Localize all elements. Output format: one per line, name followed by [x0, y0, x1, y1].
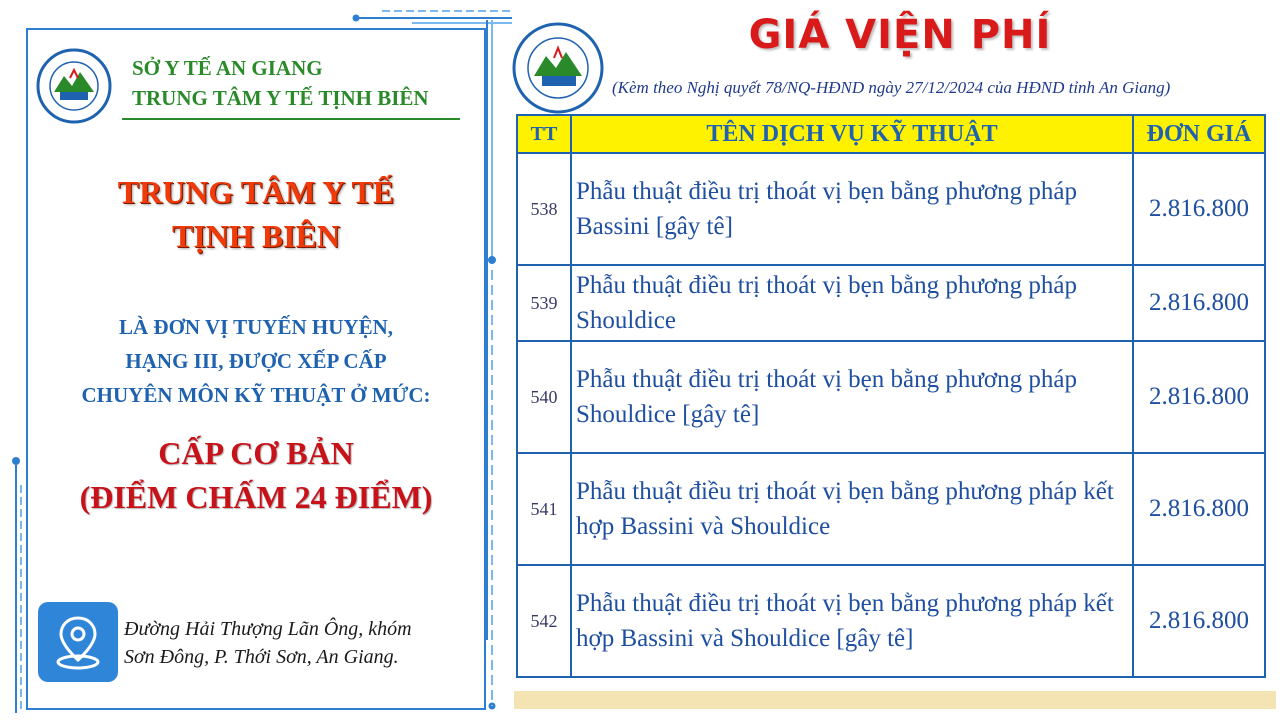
row-service-name: Phẫu thuật điều trị thoát vị bẹn bằng phương pháp Shouldice [gây tê]	[571, 341, 1133, 453]
level-score: (ĐIỂM CHẤM 24 ĐIỂM)	[79, 479, 433, 515]
center-title-line2: TỊNH BIÊN	[171, 218, 341, 254]
hospital-info-panel	[26, 28, 486, 710]
header-price: ĐƠN GIÁ	[1133, 115, 1265, 153]
row-service-name: Phẫu thuật điều trị thoát vị bẹn bằng phương pháp kết hợp Bassini và Shouldice [gây tê]	[571, 565, 1133, 677]
page-subtitle: (Kèm theo Nghị quyết 78/NQ-HĐND ngày 27/12/2024 của HĐND tỉnh An Giang)	[612, 78, 1171, 97]
address-line1: Đường Hải Thượng Lãn Ông, khóm	[124, 618, 412, 640]
center-title-line1: TRUNG TÂM Y TẾ	[117, 174, 395, 210]
row-price: 2.816.800	[1133, 265, 1265, 341]
row-tt: 540	[517, 341, 571, 453]
table-row	[517, 265, 1265, 341]
org-name: TRUNG TÂM Y TẾ TỊNH BIÊN	[132, 86, 429, 110]
bottom-bar	[514, 691, 1276, 709]
table-row	[517, 153, 1265, 265]
row-service-name: Phẫu thuật điều trị thoát vị bẹn bằng phương pháp Shouldice	[571, 265, 1133, 341]
row-tt: 541	[517, 453, 571, 565]
level-title: CẤP CƠ BẢN	[158, 435, 354, 471]
org-parent-name: SỞ Y TẾ AN GIANG	[132, 56, 323, 80]
row-price: 2.816.800	[1133, 453, 1265, 565]
row-tt: 539	[517, 265, 571, 341]
row-tt: 538	[517, 153, 571, 265]
decorative-lines-right	[484, 20, 498, 710]
row-price: 2.816.800	[1133, 341, 1265, 453]
row-service-name: Phẫu thuật điều trị thoát vị bẹn bằng phương pháp kết hợp Bassini và Shouldice	[571, 453, 1133, 565]
hospital-logo	[512, 22, 604, 114]
table-row	[517, 341, 1265, 453]
org-underline	[122, 118, 460, 120]
table-header-row	[517, 115, 1265, 153]
row-tt: 542	[517, 565, 571, 677]
row-service-name: Phẫu thuật điều trị thoát vị bẹn bằng phương pháp Bassini [gây tê]	[571, 153, 1133, 265]
description-line3: CHUYÊN MÔN KỸ THUẬT Ở MỨC:	[81, 383, 431, 407]
description-line2: HẠNG III, ĐƯỢC XẾP CẤP	[125, 349, 387, 373]
hospital-logo	[36, 48, 112, 124]
header-name: TÊN DỊCH VỤ KỸ THUẬT	[571, 115, 1133, 153]
page-title: GIÁ VIỆN PHÍ	[748, 12, 1052, 58]
decorative-lines-left	[6, 455, 26, 717]
row-price: 2.816.800	[1133, 153, 1265, 265]
price-table	[516, 114, 1266, 678]
address-line2: Sơn Đông, P. Thới Sơn, An Giang.	[124, 646, 399, 668]
description-line1: LÀ ĐƠN VỊ TUYẾN HUYỆN,	[118, 315, 393, 339]
table-row	[517, 565, 1265, 677]
row-price: 2.816.800	[1133, 565, 1265, 677]
header-tt: TT	[517, 115, 571, 153]
location-pin-icon	[38, 602, 118, 682]
table-row	[517, 453, 1265, 565]
